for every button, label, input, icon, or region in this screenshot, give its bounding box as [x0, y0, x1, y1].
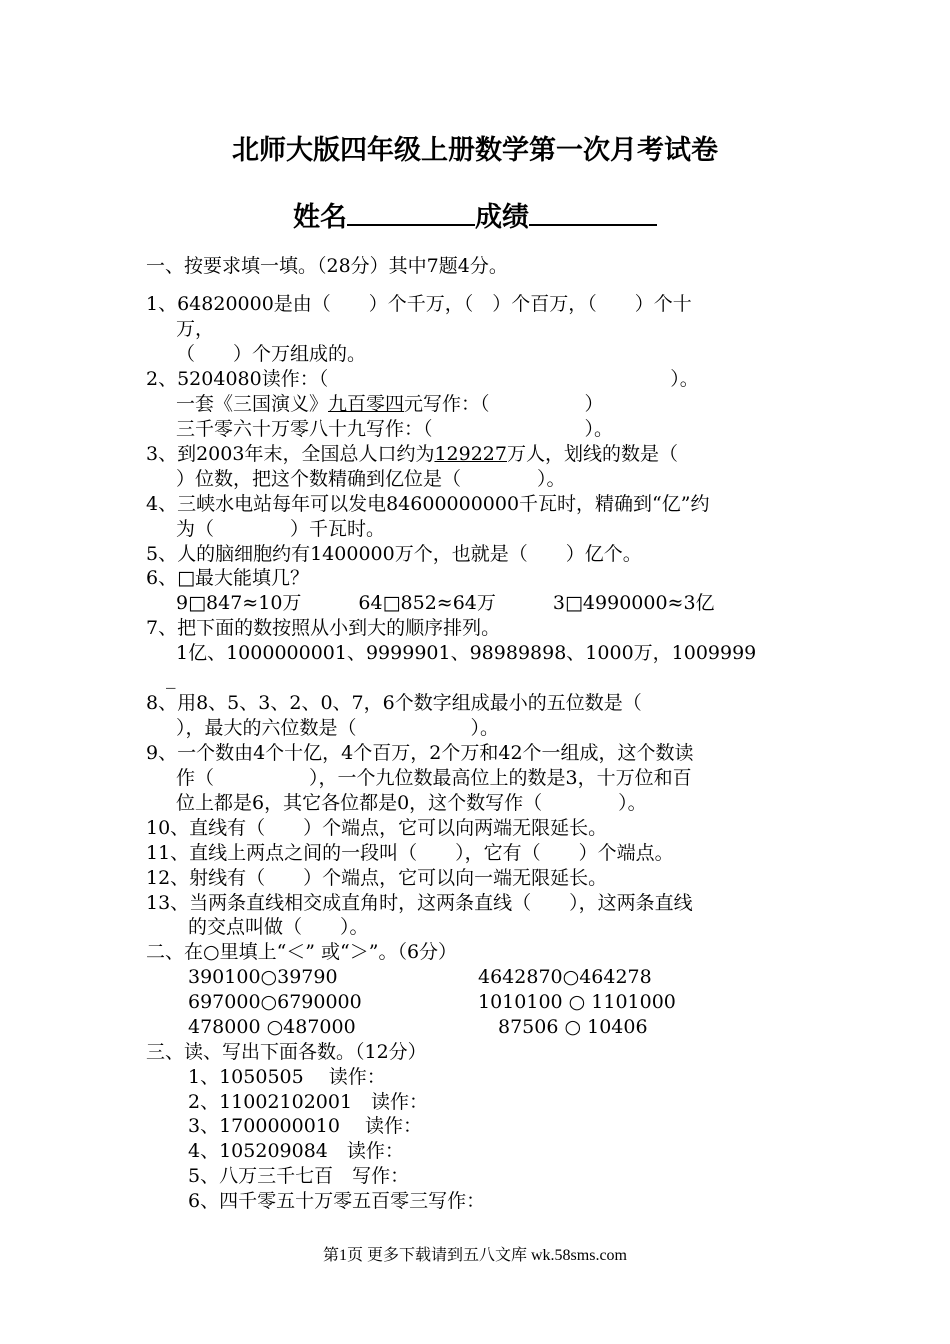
line-text: 13、当两条直线相交成直角时，这两条直线（ ），这两条直线 — [146, 892, 693, 914]
line-text: 作（ ），一个九位数最高位上的数是3，十万位和百 — [176, 767, 692, 789]
line-text: 位上都是6，其它各位都是0，这个数写作（ ）。 — [176, 792, 647, 814]
line-text: 5、八万三千七百 写作： — [188, 1165, 410, 1187]
score-label: 成绩 — [475, 202, 529, 233]
line-text: 11、直线上两点之间的一段叫（ ），它有（ ）个端点。 — [146, 842, 674, 864]
line-text: ），最大的六位数是（ ）。 — [176, 717, 500, 739]
exam-line — [176, 766, 692, 790]
exam-line — [146, 841, 674, 865]
exam-line — [146, 542, 642, 566]
line-text: 1亿、1000000001、9999901、98989898、1000万，1009999 — [176, 642, 757, 664]
exam-line — [478, 990, 676, 1014]
exam-line — [188, 1189, 485, 1213]
line-text: 2、11002102001 读作： — [188, 1091, 429, 1113]
exam-line — [146, 442, 678, 466]
line-text: 390100○39790 — [188, 966, 338, 988]
exam-line — [146, 940, 457, 964]
score-blank — [529, 198, 657, 226]
exam-line — [188, 1090, 428, 1114]
exam-line — [188, 1139, 404, 1163]
line-text: 一、按要求填一填。（28分）其中7题4分。 — [146, 255, 508, 277]
line-text: 三、读、写出下面各数。（12分） — [146, 1041, 427, 1063]
exam-line — [176, 641, 756, 665]
exam-line — [146, 492, 710, 516]
underlined-text: 九百零四 — [328, 393, 405, 415]
exam-line — [146, 616, 500, 640]
line-text: 4、105209084 读作： — [188, 1140, 404, 1162]
exam-line — [176, 716, 499, 740]
line-text: 9、一个数由4个十亿，4个百万，2个万和42个一组成，这个数读 — [146, 742, 694, 764]
line-text: 478000 ○487000 — [188, 1016, 356, 1038]
exam-line — [188, 1015, 356, 1039]
exam-line — [188, 1114, 422, 1138]
line-text: 1、1050505 读作： — [188, 1066, 386, 1088]
exam-line — [176, 591, 715, 615]
exam-line — [146, 741, 694, 765]
line-text: 6、四千零五十万零五百零三写作： — [188, 1190, 486, 1212]
line-text: 的交点叫做（ ）。 — [188, 916, 369, 938]
exam-line — [176, 342, 366, 366]
line-text: （ ）个万组成的。 — [176, 343, 367, 365]
name-blank — [347, 198, 475, 226]
line-text: 697000○6790000 — [188, 991, 362, 1013]
line-text: ）位数，把这个数精确到亿位是（ ）。 — [176, 468, 566, 490]
line-text: 9□847≈10万 64□852≈64万 3□4990000≈3亿 — [176, 592, 715, 614]
exam-line — [176, 791, 647, 815]
line-text: 3、1700000010 读作： — [188, 1115, 423, 1137]
exam-line — [146, 292, 692, 316]
exam-line — [146, 891, 693, 915]
exam-line — [176, 392, 604, 416]
line-text: 为（ ）千瓦时。 — [176, 518, 386, 540]
exam-line — [146, 1040, 427, 1064]
line-text: 二、在○里填上“＜” 或“＞”。（6分） — [146, 941, 458, 963]
exam-line — [146, 866, 607, 890]
exam-line — [176, 467, 566, 491]
line-text: 12、射线有（ ）个端点，它可以向一端无限延长。 — [146, 867, 608, 889]
line-text: 5、人的脑细胞约有1400000万个，也就是（ ）亿个。 — [146, 543, 642, 565]
line-text-tail: 万人，划线的数是（ — [506, 443, 678, 465]
line-text: 6、□最大能填几？ — [146, 567, 310, 589]
exam-line — [188, 965, 338, 989]
line-text: 1、64820000是由（ ）个千万，（ ）个百万，（ ）个十 — [146, 293, 692, 315]
line-text: 4642870○464278 — [478, 966, 652, 988]
exam-line — [188, 990, 362, 1014]
exam-line — [176, 317, 214, 341]
line-text: 7、把下面的数按照从小到大的顺序排列。 — [146, 617, 501, 639]
exam-line — [188, 1164, 409, 1188]
underlined-text: 129227 — [434, 443, 507, 465]
line-text: 三千零六十万零八十九写作：（ ）。 — [176, 418, 614, 440]
line-text: 一套《三国演义》 — [176, 393, 329, 415]
exam-line — [188, 915, 369, 939]
page-footer: 第1页 更多下载请到五八文库 wk.58sms.com — [322, 1247, 627, 1264]
exam-line — [166, 666, 176, 690]
exam-line — [146, 691, 642, 715]
name-score-row — [0, 198, 950, 235]
line-text: 87506 ○ 10406 — [498, 1016, 648, 1038]
exam-line — [146, 816, 607, 840]
line-text: 万， — [176, 318, 215, 340]
name-label: 姓名 — [293, 202, 347, 233]
line-text: 2、5204080读作：（ ）。 — [146, 368, 699, 390]
exam-line — [176, 417, 613, 441]
line-text-tail: 元写作：（ ） — [404, 393, 604, 415]
exam-line — [146, 254, 508, 278]
line-text: 1010100 ○ 1101000 — [478, 991, 676, 1013]
page-title: 北师大版四年级上册数学第一次月考试卷 — [232, 135, 718, 166]
line-text: 10、直线有（ ）个端点，它可以向两端无限延长。 — [146, 817, 608, 839]
line-text: _ — [166, 667, 176, 689]
exam-line — [478, 965, 652, 989]
exam-line — [146, 367, 699, 391]
line-text: 4、三峡水电站每年可以发电84600000000千瓦时，精确到“亿”约 — [146, 493, 710, 515]
line-text: 3、到2003年末，全国总人口约为 — [146, 443, 435, 465]
exam-line — [498, 1015, 648, 1039]
line-text: 8、用8、5、3、2、0、7，6个数字组成最小的五位数是（ — [146, 692, 642, 714]
exam-line — [176, 517, 385, 541]
exam-line — [146, 566, 309, 590]
exam-line — [188, 1065, 386, 1089]
